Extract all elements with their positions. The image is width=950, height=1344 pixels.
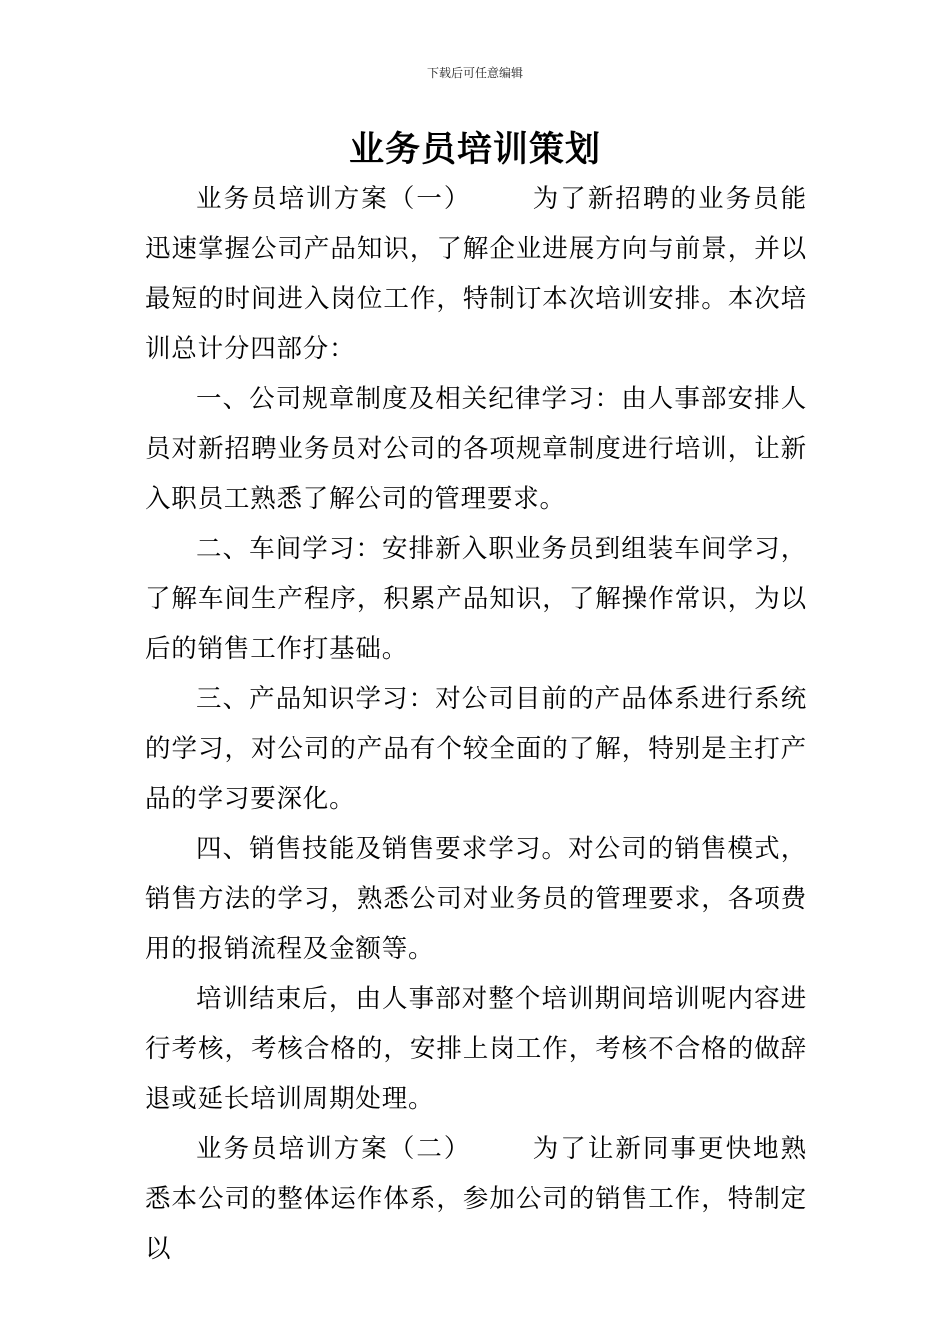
paragraph-text: 为了让新同事更快地熟悉本公司的整体运作体系，参加公司的销售工作，特制定以 — [145, 1134, 807, 1264]
paragraph-part-one — [145, 374, 807, 524]
paragraph-assessment — [145, 974, 807, 1124]
paragraph-part-two — [145, 524, 807, 674]
paragraph-part-three — [145, 674, 807, 824]
paragraph-plan-one-intro — [145, 174, 807, 374]
header-note: 下载后可任意编辑 — [426, 66, 523, 80]
paragraph-text: 四、销售技能及销售要求学习。对公司的销售模式，销售方法的学习，熟悉公司对业务员的管理要求，各项费用的报销流程及金额等。 — [145, 834, 807, 964]
paragraph-text: 三、产品知识学习：对公司目前的产品体系进行系统的学习，对公司的产品有个较全面的了解，特别是主打产品的学习要深化。 — [145, 684, 807, 814]
document-title: 业务员培训策划 — [348, 130, 601, 170]
plan-heading: 业务员培训方案（一） — [196, 184, 472, 214]
paragraph-text: 一、公司规章制度及相关纪律学习：由人事部安排人员对新招聘业务员对公司的各项规章制度进行培训，让新入职员工熟悉了解公司的管理要求。 — [145, 384, 807, 514]
paragraph-plan-two-intro — [145, 1124, 807, 1274]
plan-heading: 业务员培训方案（二） — [196, 1134, 472, 1164]
paragraph-part-four — [145, 824, 807, 974]
document-body — [145, 174, 807, 1274]
paragraph-text: 二、车间学习：安排新入职业务员到组装车间学习，了解车间生产程序，积累产品知识，了解操作常识，为以后的销售工作打基础。 — [145, 534, 807, 664]
paragraph-text: 为了新招聘的业务员能迅速掌握公司产品知识，了解企业进展方向与前景，并以最短的时间进入岗位工作，特制订本次培训安排。本次培训总计分四部分： — [145, 184, 807, 364]
paragraph-text: 培训结束后，由人事部对整个培训期间培训呢内容进行考核，考核合格的，安排上岗工作，考核不合格的做辞退或延长培训周期处理。 — [145, 984, 807, 1114]
